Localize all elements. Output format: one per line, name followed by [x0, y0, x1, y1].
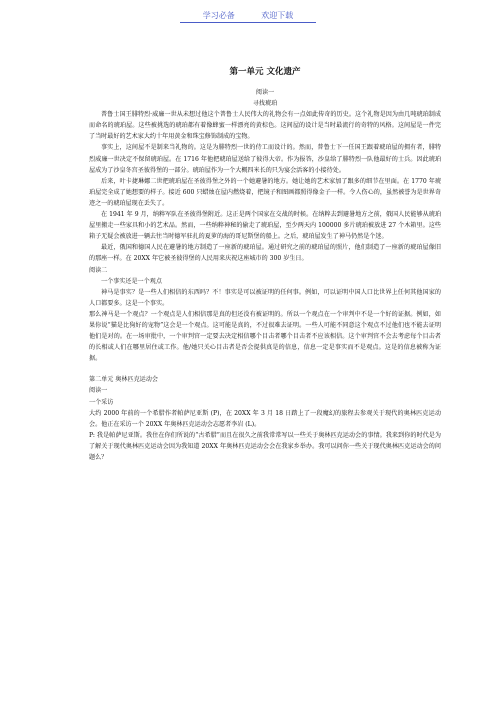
page-header [0, 10, 496, 21]
paragraph: 神马是事实？是一些人们相信的东西吗？不！事实是可以被证明的任何事。例如，可以证明中国人口比世界上任何其他国家的人口都要多。这是一个事实。 [89, 288, 441, 307]
reading-subtitle: 一个采访 [89, 398, 114, 406]
paragraph: 那么神马是一个观点？一个观点是人们相信那是真的但还没有被证明的。所以一个观点在一个审判中不是一个好的证据。例如，如果你说“猫是比狗好的宠物”这会是一个观点。这可能是真的，不过很难去证明。一些人可能不同意这个观点不过他们也不能去证明他们是对的。在一场审批中，一个审判官一定要去决定相信哪个目击者哪个目击者不应该相信。这个审判官不会去考虑每个目击者的长相或人们在哪里居住或工作。他/她只关心目击者是否会提供真是的信息，信息一定是事实而不是观点。这是的信息被称为证据。 [89, 310, 441, 363]
unit-title: 第一单元 文化遗产 [229, 67, 301, 77]
reading-subtitle: 一个事实还是一个观点 [101, 277, 162, 285]
reading-title: 寻找琥珀 [252, 100, 278, 108]
paragraph: 普鲁士国王腓特烈·威廉一世从未想过他这个普鲁士人民伟大的礼物会有一点如此传奇的历史。这个礼物是因为由几吨琥珀制成而命名的琥珀屋。这些被挑选的琥珀都有着像蜂蜜一样漂亮的黄棕色。这间屋的设计是当时最流行的奇特的风格。这间屋是一件完了当时最好的艺术家大约十年用黄金和珠宝修饰制成的宝物。 [89, 111, 441, 141]
document-body [89, 66, 441, 463]
paragraph: 事实上，这间屋不是制来当礼物的。这是为腓特烈一世的侍工而设计的。然而，普鲁士下一任国王跟着琥珀屋的拥有者，腓特烈威廉一世决定不保留琥珀屋。在 1716 年他把琥珀屋送给了彼得大帝。作为报答，沙皇给了腓特烈一队他最好的士兵。因此琥珀屋成为了沙皇冬宫圣彼得堡的一部分。琥珀屋作为一个大概四米长的只为宴会活客的小接待处。 [89, 144, 441, 174]
paragraph: 在 1941 年 9 月，纳粹军队在圣彼得堡附近。这正是两个国家在交战的时候。在纳粹去到避暑地方之前，俄国人民能够从琥珀屋里搬走一些家具和小的艺术品。然而，一些纳粹神秘的偷走了琥珀屋，至少两天内 100000 多片琥珀被放进 27 个木箱里。这些箱子无疑会被放进一辆去往当时德军驻扎的夏萝的海的哥尼斯堡的船上。之后，琥珀屋发生了神马仍然是个迷。 [89, 211, 441, 241]
reading-label: 阅读二 [89, 266, 108, 274]
reading-label: 阅读一 [255, 89, 275, 96]
header-left-text: 学习必备 [202, 11, 235, 20]
paragraph: 最近，俄国和德国人民在避暑的地方制造了一座新的琥珀屋。通过研究之前的琥珀屋的照片，他们制造了一座新的琥珀屋像旧的那座一样。在 20XX 年它被圣彼得堡的人民用来庆祝这座城市的 300 岁生日。 [89, 244, 441, 263]
paragraph: P: 我是帕萨尼亚斯。我住在你们所说的“古希腊”而且在很久之前我常常写以一些关于奥林匹克运动会的事情。我来到你的时代是为了解关于现代奥林匹克运动会因为我知道 20XX 年奥林匹克运动会会在我家乡举办。我可以问你一些关于现代奥林匹克运动会的问题么？ [89, 431, 441, 461]
paragraph: 后来，叶卡捷琳娜二世把琥珀屋在圣彼得堡之外的一个她避暑的地方。她让她的艺术家加了跟多的细节在里面。在 1770 年琥珀屋完全成了她想要的样子。接近 600 只蜡烛在屋内燃烧着，把镜子和图画都照得像金子一样。令人伤心的，虽然被誉为是世界奇迹之一的琥珀屋现在丢失了。 [89, 177, 441, 207]
unit-title: 第二单元 奥林匹克运动会 [89, 376, 158, 384]
header-rule [180, 22, 316, 23]
paragraph: 大约 2000 年前的一个希腊作者帕萨尼亚斯 (P)，在 20XX 年 3 月 18 日踏上了一段魔幻的旅程去参观关于现代的奥林匹克运动会。他正在采访一个 20XX 年奥林匹克运动会志愿者李岩 (L)。 [89, 409, 441, 428]
header-right-text: 欢迎下载 [261, 11, 294, 20]
reading-label: 阅读一 [89, 387, 108, 395]
